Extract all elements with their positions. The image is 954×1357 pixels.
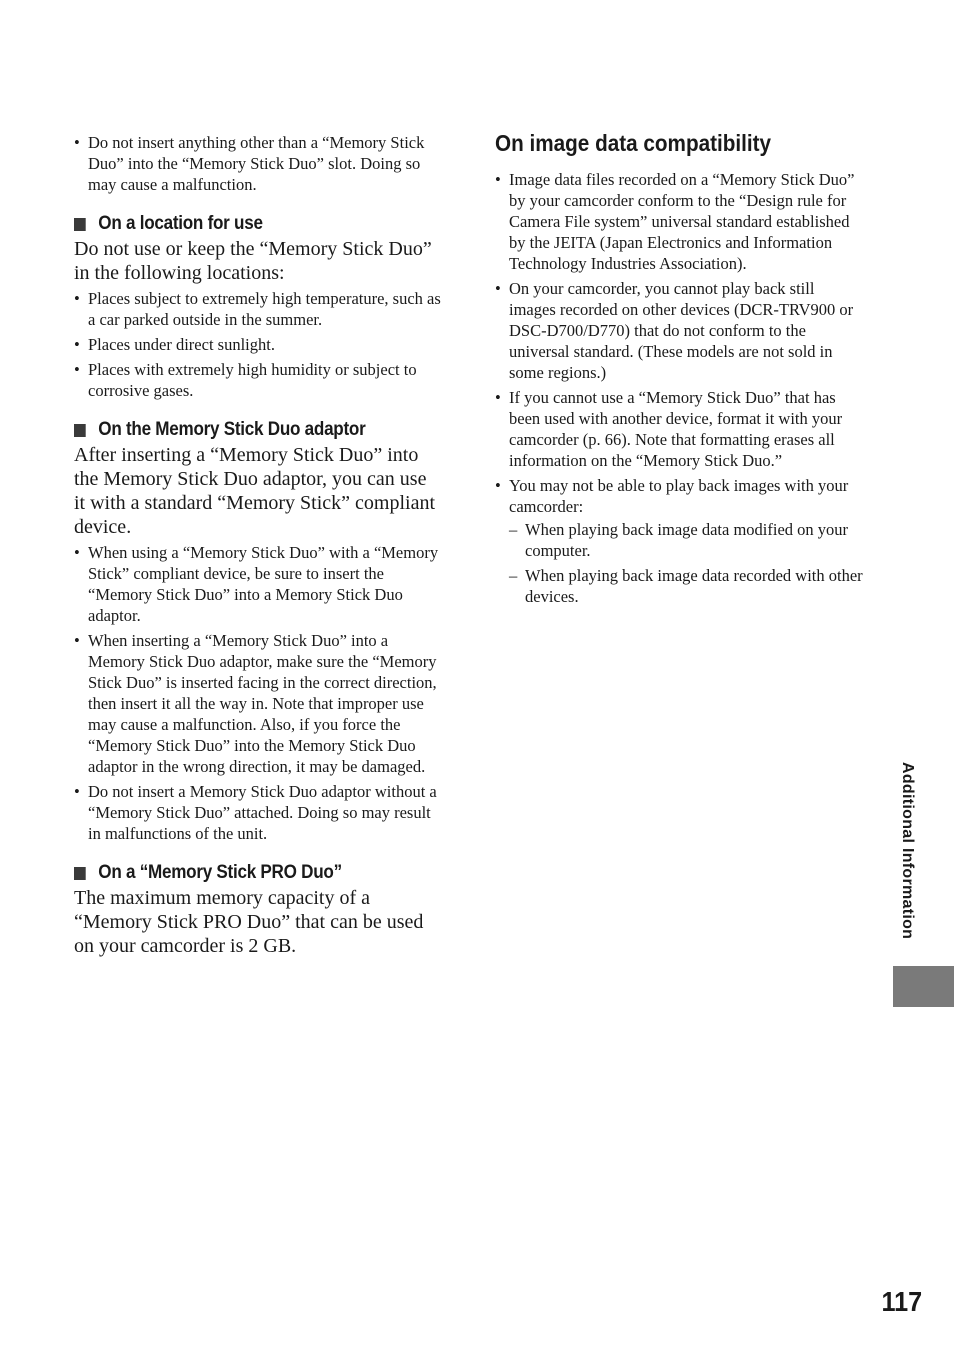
side-tab-label	[890, 762, 924, 962]
sub-list-item: – When playing back image data modified on your computer.	[509, 519, 863, 561]
section-intro: The maximum memory capacity of a “Memory Stick PRO Duo” that can be used on your camcorder is 2 GB.	[74, 887, 424, 957]
section-heading	[74, 862, 405, 884]
square-bullet-icon	[74, 218, 86, 231]
section-memory-stick-duo-adaptor	[74, 419, 442, 844]
section-heading-text: On a “Memory Stick PRO Duo”	[98, 862, 342, 883]
list-item: • If you cannot use a “Memory Stick Duo” that has been used with another device, format it with your camcorder (p. 66). Note that formatting erases all information on the “Memory Stick Duo.”	[495, 387, 863, 471]
section-heading-text: On the Memory Stick Duo adaptor	[98, 419, 366, 440]
list-item-text: You may not be able to play back images with your camcorder:	[509, 476, 849, 516]
page-number: 117	[881, 1286, 922, 1317]
list-item: • When using a “Memory Stick Duo” with a “Memory Stick” compliant device, be sure to insert the “Memory Stick Duo” into a Memory Stick Duo adaptor.	[74, 542, 442, 626]
section-location-for-use	[74, 213, 442, 401]
left-column	[74, 132, 442, 961]
list-item: • Do not insert anything other than a “Memory Stick Duo” into the “Memory Stick Duo” slot. Doing so may cause a malfunction.	[74, 132, 442, 195]
page-section-title: On image data compatibility	[495, 130, 772, 156]
square-bullet-icon	[74, 424, 86, 437]
list-item: • Do not insert a Memory Stick Duo adaptor without a “Memory Stick Duo” attached. Doing so may result in malfunctions of the unit.	[74, 781, 442, 844]
bullet-list	[74, 542, 442, 844]
right-column	[495, 130, 863, 611]
list-item: • On your camcorder, you cannot play back still images recorded on other devices (DCR-TRV900 or DSC-D700/D770) that do not conform to the universal standard. (These models are not sold in some regions.)	[495, 278, 863, 383]
section-memory-stick-pro-duo	[74, 862, 442, 958]
list-item: • When inserting a “Memory Stick Duo” into a Memory Stick Duo adaptor, make sure the “Memory Stick Duo” is inserted facing in the correct direction, then insert it all the way in. Note that improper use may cause a malfunction. Also, if you force the “Memory Stick Duo” into the Memory Stick Duo adaptor in the wrong direction, it may be damaged.	[74, 630, 442, 777]
section-heading	[74, 213, 405, 235]
bullet-list	[495, 169, 863, 607]
side-tab-text: Additional Information	[899, 762, 916, 940]
section-heading	[74, 419, 405, 441]
bullet-list	[74, 288, 442, 401]
section-heading-text: On a location for use	[98, 213, 263, 234]
list-item: • Places with extremely high humidity or subject to corrosive gases.	[74, 359, 442, 401]
top-bullet-list	[74, 132, 442, 195]
list-item	[495, 475, 863, 607]
sub-list-item: – When playing back image data recorded with other devices.	[509, 565, 863, 607]
section-intro: Do not use or keep the “Memory Stick Duo” in the following locations:	[74, 238, 432, 284]
sub-list	[509, 519, 863, 607]
list-item: • Image data files recorded on a “Memory Stick Duo” by your camcorder conform to the “Design rule for Camera File system” universal standard established by the JEITA (Japan Electronics and Information Technology Industries Association).	[495, 169, 863, 274]
list-item: • Places under direct sunlight.	[74, 334, 442, 355]
section-intro: After inserting a “Memory Stick Duo” into the Memory Stick Duo adaptor, you can use it with a standard “Memory Stick” compliant device.	[74, 444, 436, 538]
side-tab-marker	[893, 966, 954, 1007]
square-bullet-icon	[74, 867, 86, 880]
list-item: • Places subject to extremely high temperature, such as a car parked outside in the summer.	[74, 288, 442, 330]
